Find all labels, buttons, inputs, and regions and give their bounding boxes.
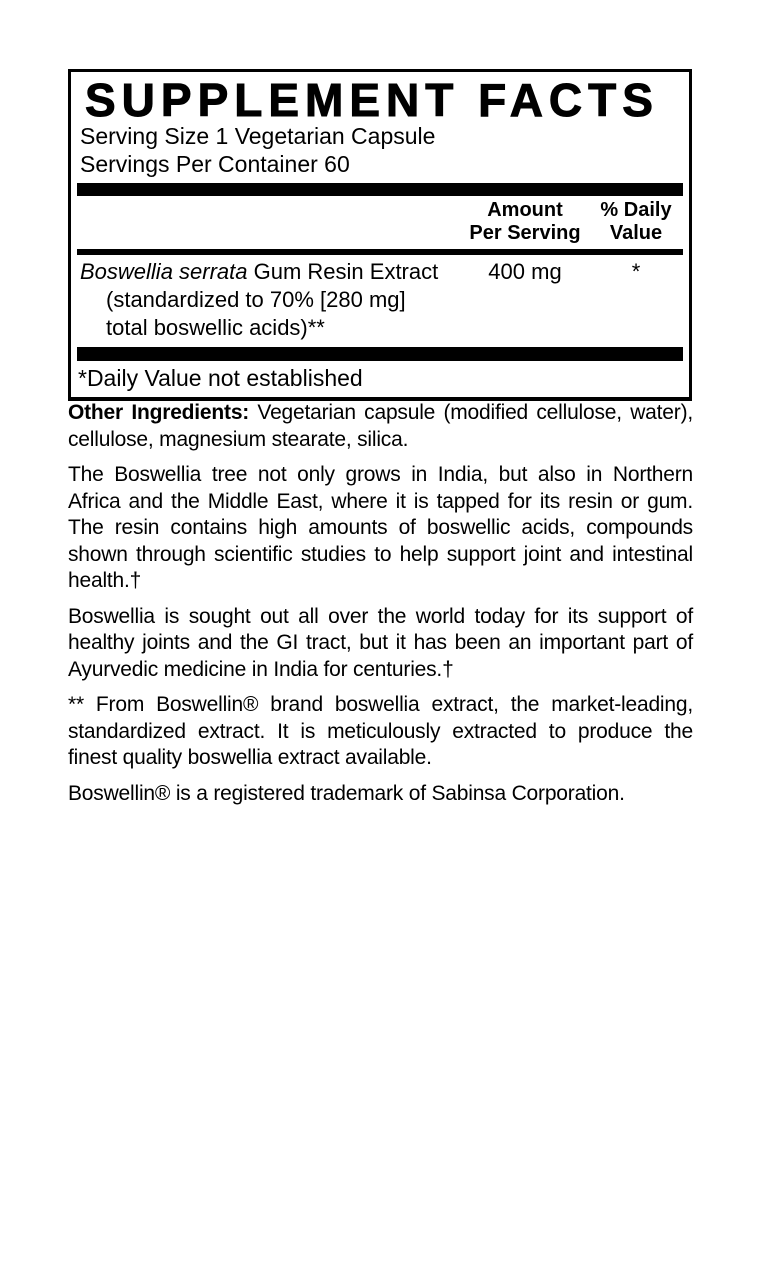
other-ingredients-label: Other Ingredients:: [68, 401, 250, 424]
amount-header-line1: Amount: [487, 199, 563, 221]
ingredient-detail-line1: (standardized to 70% [280 mg]: [106, 287, 406, 312]
ingredient-daily-value: *: [631, 259, 641, 284]
panel-title: SUPPLEMENT FACTS: [85, 74, 659, 126]
ingredient-name-latin: Boswellia serrata: [80, 259, 248, 284]
divider-bar-thick-top: [77, 183, 683, 196]
column-header-row: [75, 199, 685, 245]
ingredient-amount: 400 mg: [488, 259, 562, 284]
other-ingredients-text: Vegetarian capsule (modified cellulose, water), cellulose, magnesium stearate, silica.: [68, 401, 694, 451]
trademark-note: Boswellin® is a registered trademark of Sabinsa Corporation.: [68, 781, 625, 805]
column-header-daily-value: [587, 199, 685, 245]
divider-bar-thick-bottom: [77, 347, 683, 361]
other-ingredients-paragraph: [68, 400, 693, 453]
description-paragraph-boswellia-tree: The Boswellia tree not only grows in India, but also in Northern Africa and the Middle East, where it is tapped for its resin or gum. The resin contains high amounts of boswellic acids, compounds shown through scientific studies to help support joint and intestinal health.†: [68, 463, 693, 592]
amount-header-line2: Per Serving: [469, 222, 581, 244]
ingredient-name: [75, 258, 463, 342]
daily-value-footnote: *Daily Value not established: [78, 365, 363, 391]
servings-per-container: Servings Per Container 60: [80, 151, 350, 177]
dv-header-line1: % Daily: [600, 199, 672, 221]
description-paragraph-ayurvedic: Boswellia is sought out all over the world today for its support of healthy joints and the GI tract, but it has been an important part of Ayurvedic medicine in India for centuries.†: [68, 604, 693, 681]
divider-bar-thin: [77, 249, 683, 255]
ingredient-row: [75, 258, 685, 342]
label-body-copy: [68, 400, 693, 816]
supplement-facts-panel: [68, 69, 692, 401]
boswellin-source-note: ** From Boswellin® brand boswellia extract, the market-leading, standardized extract. It is meticulously extracted to produce the finest quality boswellia extract available.: [68, 693, 693, 769]
ingredient-name-line1: [80, 258, 463, 286]
serving-size: Serving Size 1 Vegetarian Capsule: [80, 123, 436, 149]
ingredient-name-rest: Gum Resin Extract: [247, 259, 439, 284]
dv-header-line2: Value: [609, 222, 663, 244]
ingredient-detail-line2: total boswellic acids)**: [106, 315, 325, 340]
column-header-amount: [463, 199, 587, 245]
